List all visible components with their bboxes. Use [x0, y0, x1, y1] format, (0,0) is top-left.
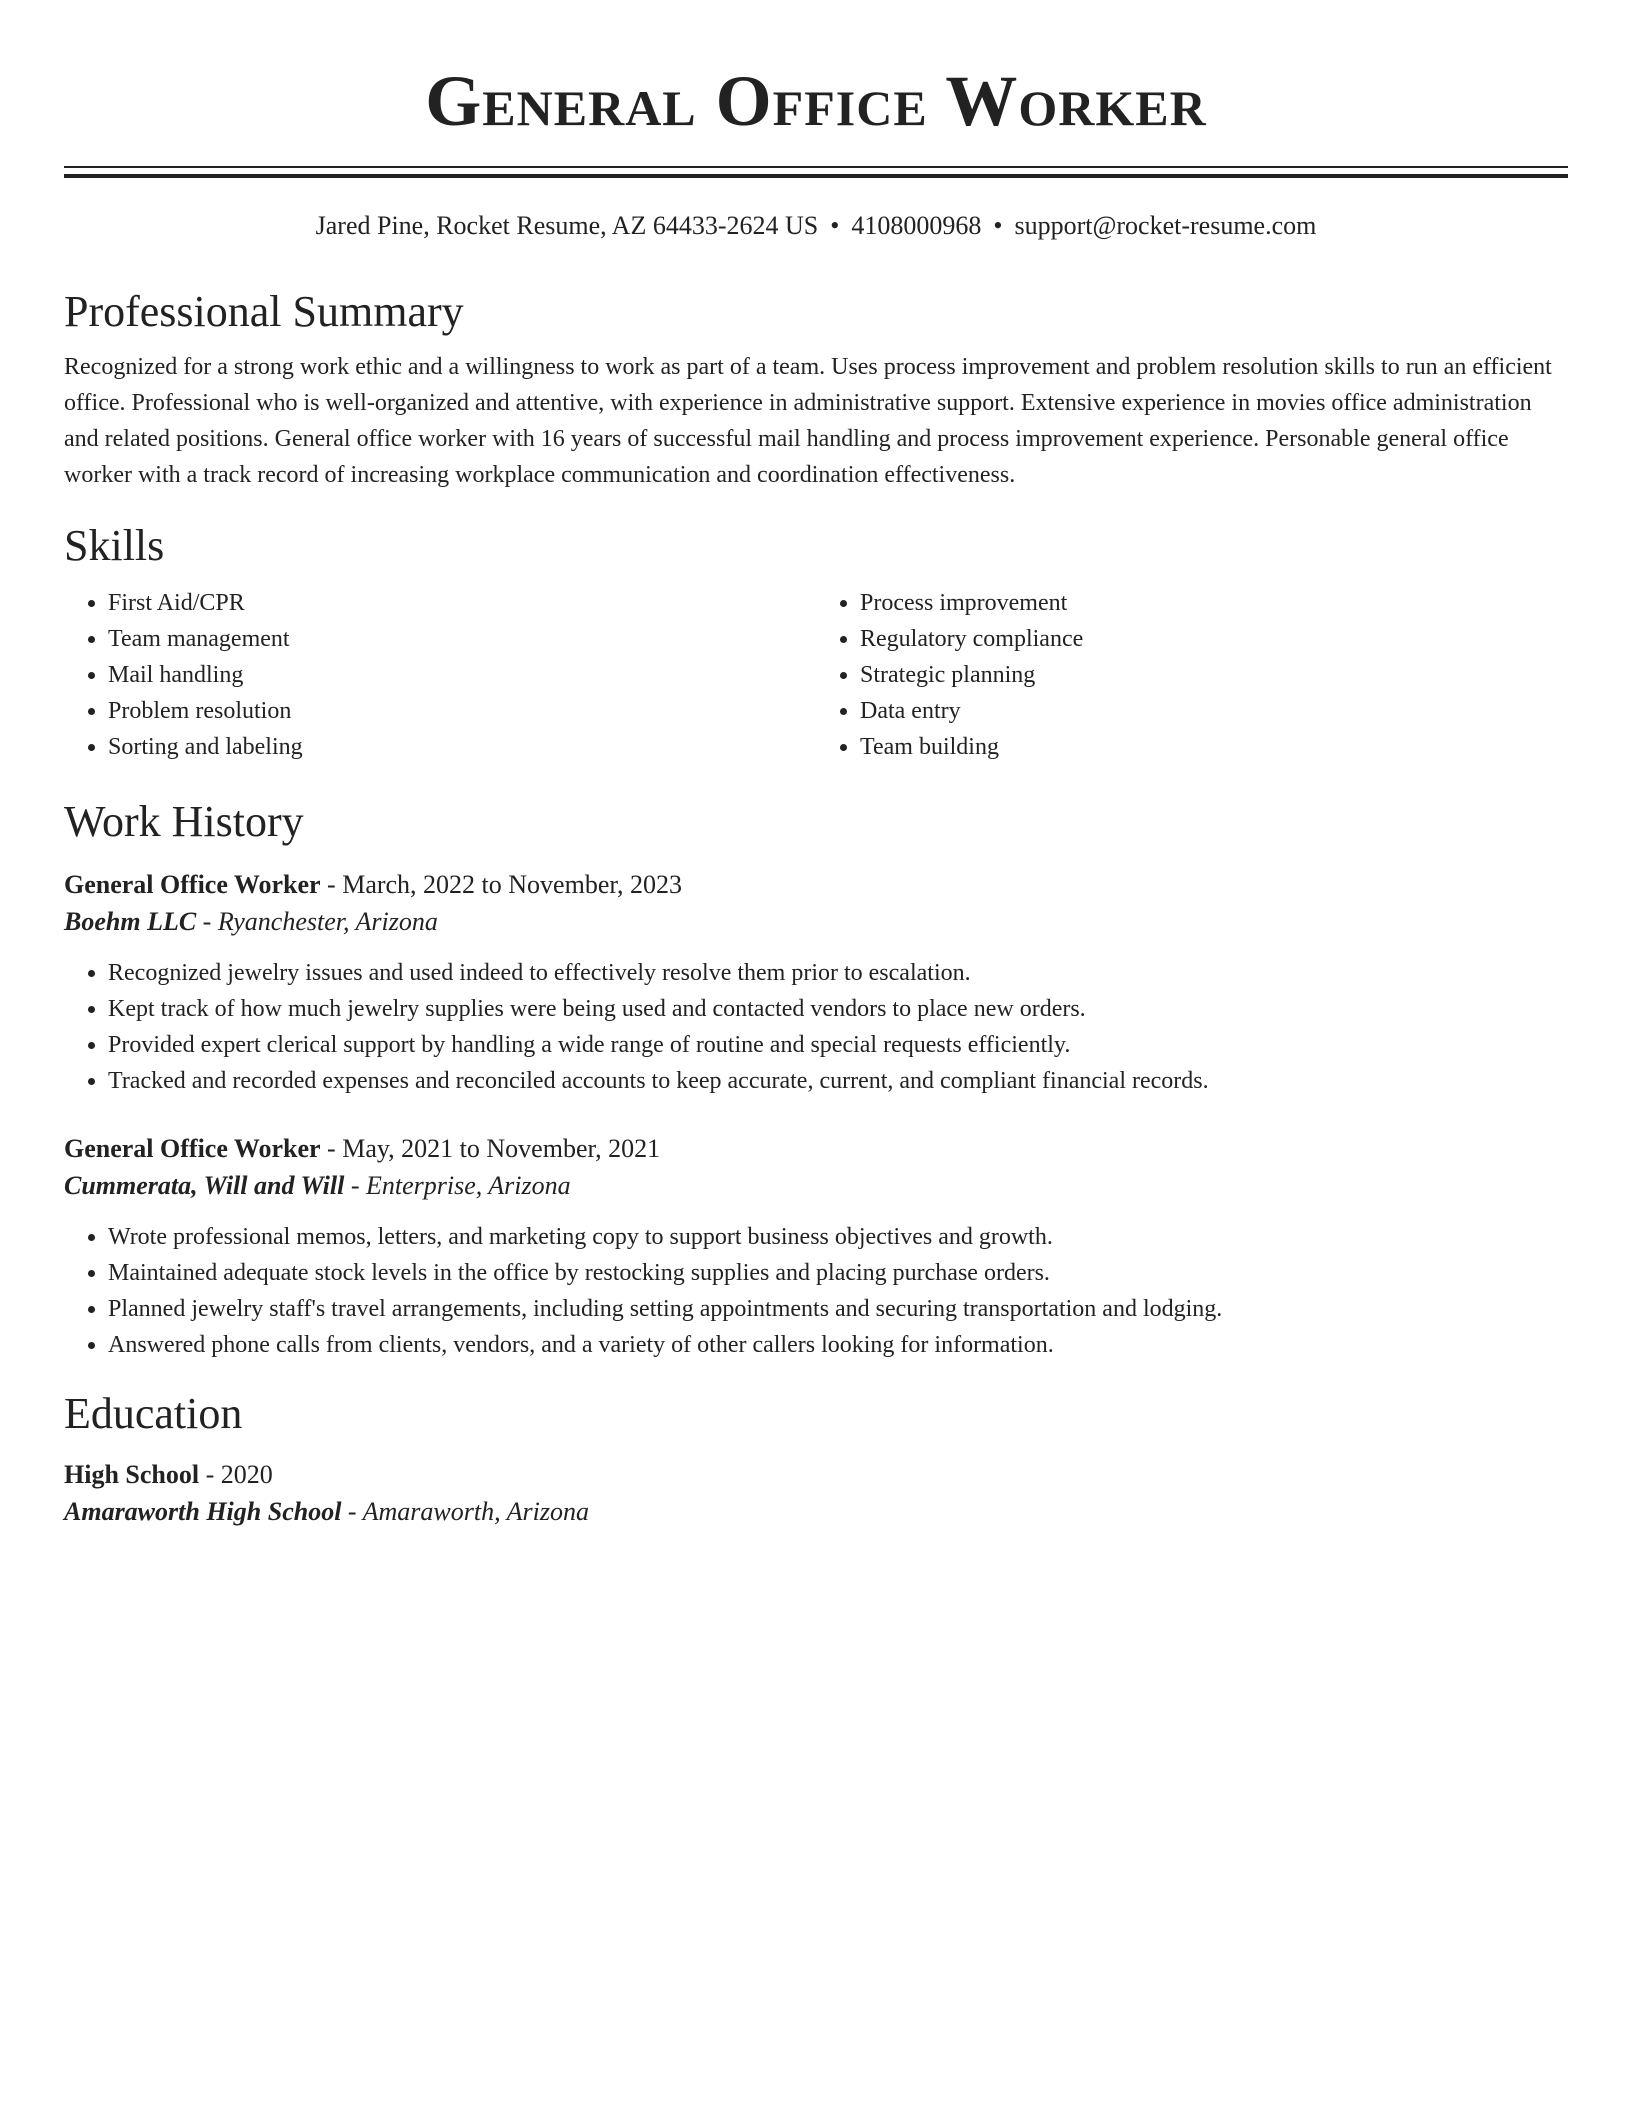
job-employer [64, 903, 1568, 941]
education-location: - Amaraworth, Arizona [341, 1497, 589, 1526]
job-duty: • Tracked and recorded expenses and reconciled accounts to keep accurate, current, and compliant financial records. [108, 1063, 1568, 1099]
skill-item: • Mail handling [108, 657, 816, 693]
education-entry [64, 1457, 1568, 1531]
title-rule-thick [64, 174, 1568, 178]
skill-item: • Team management [108, 621, 816, 657]
summary-heading: Professional Summary [64, 287, 464, 336]
job-title: General Office Worker [64, 1134, 321, 1163]
job-location: - Enterprise, Arizona [344, 1171, 571, 1200]
education-school-line [64, 1493, 1568, 1531]
education-school: Amaraworth High School [64, 1497, 342, 1526]
work-history-heading: Work History [64, 797, 304, 846]
job-duty: • Recognized jewelry issues and used indeed to effectively resolve them prior to escalation. [108, 955, 1568, 991]
job-entry [64, 1131, 1568, 1363]
skills-column-left [64, 585, 816, 765]
job-entry [64, 867, 1568, 1099]
job-duty: • Kept track of how much jewelry supplies were being used and contacted vendors to place new orders. [108, 991, 1568, 1027]
skills-list [64, 585, 1568, 765]
job-title: General Office Worker [64, 870, 321, 899]
job-dates: - March, 2022 to November, 2023 [320, 870, 682, 899]
skills-heading: Skills [64, 521, 165, 570]
job-employer [64, 1167, 1568, 1205]
education-degree: High School [64, 1460, 200, 1489]
resume-title: General Office Worker [425, 61, 1207, 141]
job-duties [64, 955, 1568, 1099]
job-duty: • Maintained adequate stock levels in the office by restocking supplies and placing purchase orders. [108, 1255, 1568, 1291]
skill-item: • Regulatory compliance [860, 621, 1568, 657]
job-location: - Ryanchester, Arizona [196, 907, 438, 936]
job-duty: • Answered phone calls from clients, vendors, and a variety of other callers looking for information. [108, 1327, 1568, 1363]
education-year: - 2020 [199, 1460, 273, 1489]
contact-address: Jared Pine, Rocket Resume, AZ 64433-2624 US [315, 211, 819, 240]
summary-text: Recognized for a strong work ethic and a willingness to work as part of a team. Uses process improvement and problem resolution skills to run an efficient office. Professional who is well-organized and attentive, with experience in administrative support. Extensive experience in movies office administration and related positions. General office worker with 16 years of successful mail handling and process improvement experience. Personable general office worker with a track record of increasing workplace communication and coordination effectiveness. [64, 354, 1552, 488]
education-header [64, 1457, 1568, 1493]
job-header [64, 867, 1568, 903]
skill-item: • Data entry [860, 693, 1568, 729]
skill-item: • Strategic planning [860, 657, 1568, 693]
contact-email: support@rocket-resume.com [1014, 211, 1317, 240]
job-duty: • Provided expert clerical support by handling a wide range of routine and special requests efficiently. [108, 1027, 1568, 1063]
skill-item: • Process improvement [860, 585, 1568, 621]
contact-phone: 4108000968 [851, 211, 982, 240]
skill-item: • First Aid/CPR [108, 585, 816, 621]
job-duties [64, 1219, 1568, 1363]
contact-separator: • [830, 211, 840, 240]
job-header [64, 1131, 1568, 1167]
skills-column-right [816, 585, 1568, 765]
skill-item: • Team building [860, 729, 1568, 765]
contact-separator: • [993, 211, 1003, 240]
skill-item: • Sorting and labeling [108, 729, 816, 765]
job-company: Cummerata, Will and Will [64, 1171, 345, 1200]
education-heading: Education [64, 1389, 243, 1438]
title-rule-thin [64, 166, 1568, 168]
job-dates: - May, 2021 to November, 2021 [320, 1134, 661, 1163]
job-duty: • Planned jewelry staff's travel arrangements, including setting appointments and securing transportation and lodging. [108, 1291, 1568, 1327]
job-duty: • Wrote professional memos, letters, and marketing copy to support business objectives and growth. [108, 1219, 1568, 1255]
job-company: Boehm LLC [64, 907, 197, 936]
skill-item: • Problem resolution [108, 693, 816, 729]
contact-line [64, 209, 1568, 243]
